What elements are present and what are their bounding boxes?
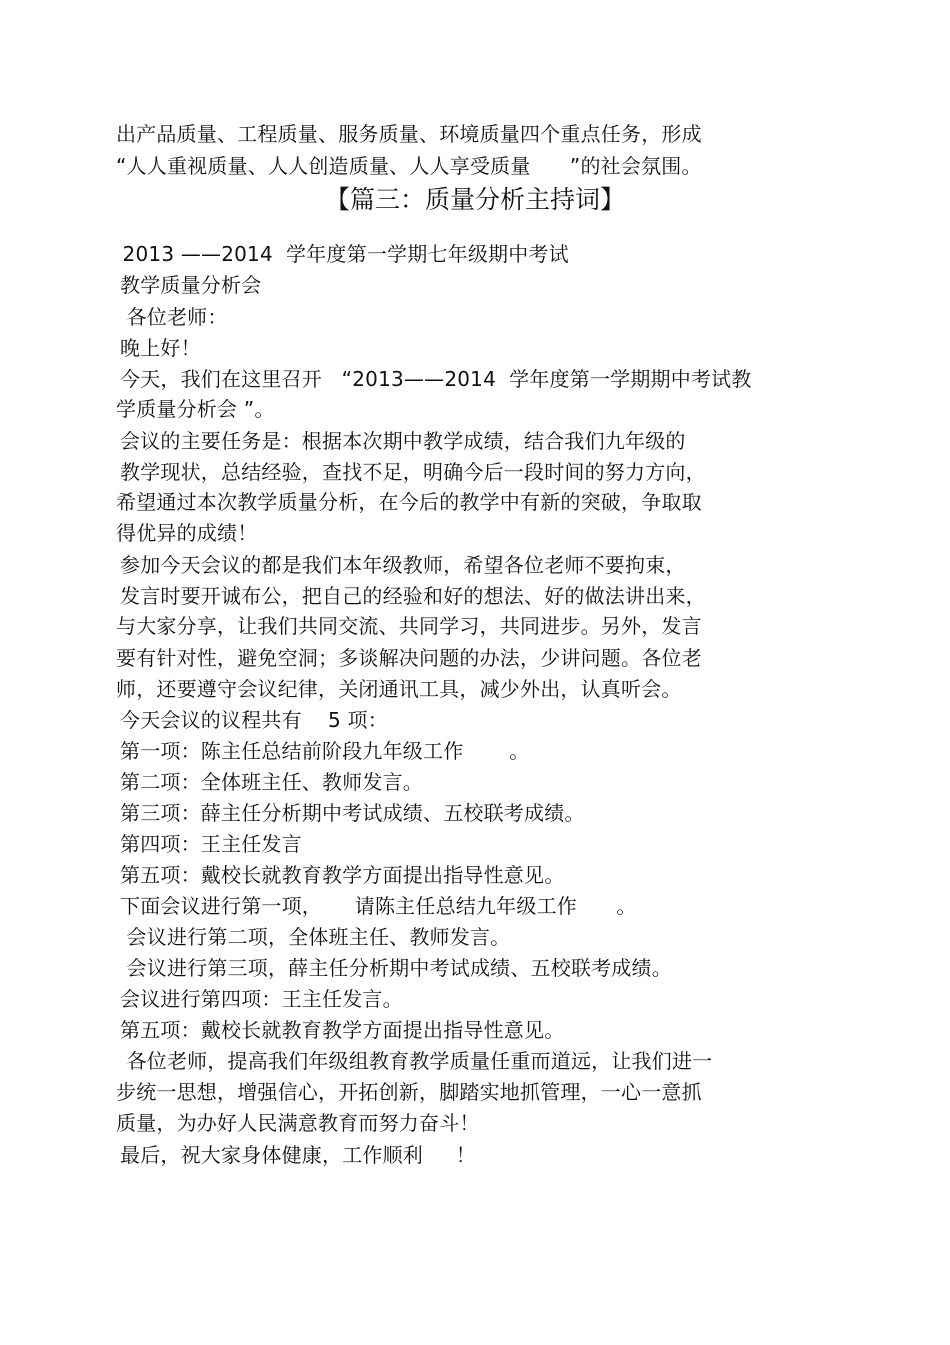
body-line-7: 会议的主要任务是：根据本次期中教学成绩，结合我们九年级的 [120,429,686,453]
body-line-9: 希望通过本次教学质量分析，在今后的教学中有新的突破，争取取 [116,490,702,514]
body-line-23: 会议进行第二项，全体班主任、教师发言。 [120,925,511,949]
body-line-29: 质量，为办好人民满意教育而努力奋斗！ [116,1111,480,1135]
body-line-30: 最后，祝大家身体健康，工作顺利 ！ [120,1143,476,1167]
body-line-18: 第二项：全体班主任、教师发言。 [120,770,423,794]
body-line-10: 得优异的成绩！ [116,521,258,545]
section-title: 【篇三：质量分析主持词】 [324,185,625,214]
body-line-17: 第一项：陈主任总结前阶段九年级工作 。 [120,739,530,763]
body-line-3: 各位老师： [120,305,228,329]
body-line-22: 下面会议进行第一项， 请陈主任总结九年级工作 。 [120,894,637,918]
body-line-13: 与大家分享，让我们共同交流、共同学习，共同进步。另外，发言 [116,614,702,638]
body-line-19: 第三项：薛主任分析期中考试成绩、五校联考成绩。 [120,801,585,825]
body-line-27: 各位老师，提高我们年级组教育教学质量任重而道远，让我们进一 [120,1049,713,1073]
body-line-15: 师，还要遵守会议纪律，关闭通讯工具，减少外出，认真听会。 [116,677,682,701]
body-line-25: 会议进行第四项：王主任发言。 [120,987,403,1011]
intro-line-2: “人人重视质量、人人创造质量、人人享受质量 ”的社会氛围。 [116,154,702,178]
body-line-8: 教学现状，总结经验，查找不足，明确今后一段时间的努力方向， [120,460,706,484]
body-line-16: 今天会议的议程共有 5 项： [120,708,388,732]
body-line-26: 第五项：戴校长就教育教学方面提出指导性意见。 [120,1018,565,1042]
body-line-1: 2013 ——2014 学年度第一学期七年级期中考试 [116,242,569,266]
body-line-2: 教学质量分析会 [120,273,262,297]
body-line-28: 步统一思想，增强信心，开拓创新，脚踏实地抓管理，一心一意抓 [116,1080,702,1104]
body-line-12: 发言时要开诚布公，把自己的经验和好的想法、好的做法讲出来， [120,584,706,608]
body-line-14: 要有针对性，避免空洞；多谈解决问题的办法，少讲问题。各位老 [116,646,702,670]
intro-line-1: 出产品质量、工程质量、服务质量、环境质量四个重点任务，形成 [116,122,702,146]
body-line-24: 会议进行第三项，薛主任分析期中考试成绩、五校联考成绩。 [120,956,672,980]
body-line-4: 晚上好！ [120,336,201,360]
body-line-21: 第五项：戴校长就教育教学方面提出指导性意见。 [120,863,565,887]
body-line-20: 第四项：王主任发言 [120,832,302,856]
body-line-11: 参加今天会议的都是我们本年级教师，希望各位老师不要拘束， [120,553,686,577]
body-line-5: 今天，我们在这里召开 “2013——2014 学年度第一学期期中考试教 [120,367,752,391]
body-line-6: 学质量分析会 ”。 [116,397,275,421]
